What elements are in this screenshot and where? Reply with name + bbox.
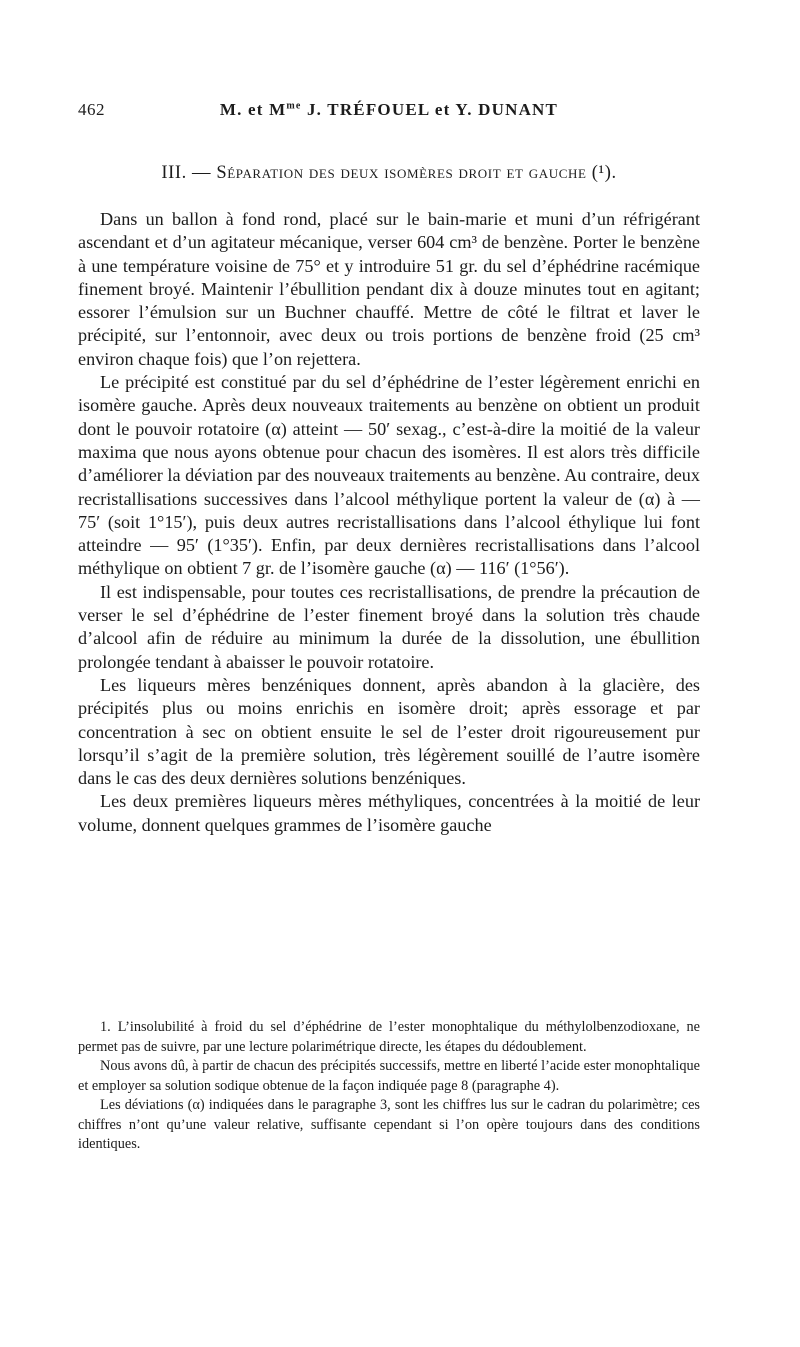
running-head-superscript: me: [286, 100, 302, 112]
page-number: 462: [78, 100, 105, 119]
running-head-authors: M. et M: [219, 100, 287, 119]
section-title: [78, 163, 700, 184]
paragraph: Dans un ballon à fond rond, placé sur le bain-marie et muni d’un réfrigérant ascendant et d’un agitateur mécanique, verser 604 cm³ de benzène. Porter le benzène à une température voisine de 75° et y introduire 51 gr. du sel d’éphédrine racémique finement broyé. Maintenir l’ébullition pendant dix à douze minutes tout en agitant; essorer l’émulsion sur un Buchner chauffé. Mettre de côté le filtrat et laver le précipité, sur l’entonnoir, avec deux ou trois portions de benzène froid (25 cm³ environ chaque fois) que l’on rejettera.: [78, 209, 700, 369]
footnote: 1. L’insolubilité à froid du sel d’éphédrine de l’ester monophtalique du méthylolbenzodioxane, ne permet pas de suivre, par une lecture polarimétrique directe, les étapes du dédoublement.: [78, 1019, 700, 1055]
paragraph: Le précipité est constitué par du sel d’éphédrine de l’ester légèrement enrichi en isomère gauche. Après deux nouveaux traitements au benzène on obtient un produit dont le pouvoir rotatoire (α) atteint — 50′ sexag., c’est-à-dire la moitié de la valeur maxima que nous ayons obtenue pour chacun des isomères. Il est alors très difficile d’améliorer la déviation par des nouveaux traitements au benzène. Au contraire, deux recristallisations successives dans l’alcool méthylique portent la valeur de (α) à — 75′ (soit 1°15′), puis deux autres recristallisations dans l’alcool éthylique lui font atteindre — 95′ (1°35′). Enfin, par deux dernières recristallisations dans l’alcool méthylique on obtient 7 gr. de l’isomère gauche (α) — 116′ (1°56′).: [78, 372, 700, 579]
section-number: III. —: [161, 163, 217, 183]
paragraph: Il est indispensable, pour toutes ces recristallisations, de prendre la précaution de verser le sel d’éphédrine de l’ester finement broyé dans la solution très chaude d’alcool afin de réduire au minimum la durée de la dissolution, une ébullition prolongée tendant à abaisser le pouvoir rotatoire.: [78, 581, 700, 672]
body-text: [78, 208, 700, 837]
paragraph: Les liqueurs mères benzéniques donnent, après abandon à la glacière, des précipités plus ou moins enrichis en isomère droit; après essorage et par concentration à sec on obtient ensuite le sel de l’ester droit rigoureusement pur lorsqu’il s’agit de la première solution, très légèrement souillé de l’autre isomère dans le cas des deux dernières solutions benzéniques.: [78, 674, 700, 789]
page-header: [78, 100, 700, 130]
footnotes: [78, 1018, 700, 1155]
footnote: Les déviations (α) indiquées dans le paragraphe 3, sont les chiffres lus sur le cadran du polarimètre; ces chiffres n’ont qu’une valeur relative, suffisante cependant si l’on opère toujours dans des conditions identiques.: [78, 1097, 700, 1152]
running-head-authors-rest: J. TRÉFOUEL et Y. DUNANT: [301, 100, 559, 119]
footnote: Nous avons dû, à partir de chacun des précipités successifs, mettre en liberté l’acide ester monophtalique et employer sa solution sodique obtenue de la façon indiquée page 8 (paragraphe 4).: [78, 1058, 700, 1094]
paragraph: Les deux premières liqueurs mères méthyliques, concentrées à la moitié de leur volume, donnent quelques grammes de l’isomère gauche: [78, 791, 700, 835]
running-head: [78, 100, 700, 120]
footnote-ref: (¹).: [586, 163, 617, 183]
section-heading-text: Séparation des deux isomères droit et gauche: [216, 163, 587, 183]
